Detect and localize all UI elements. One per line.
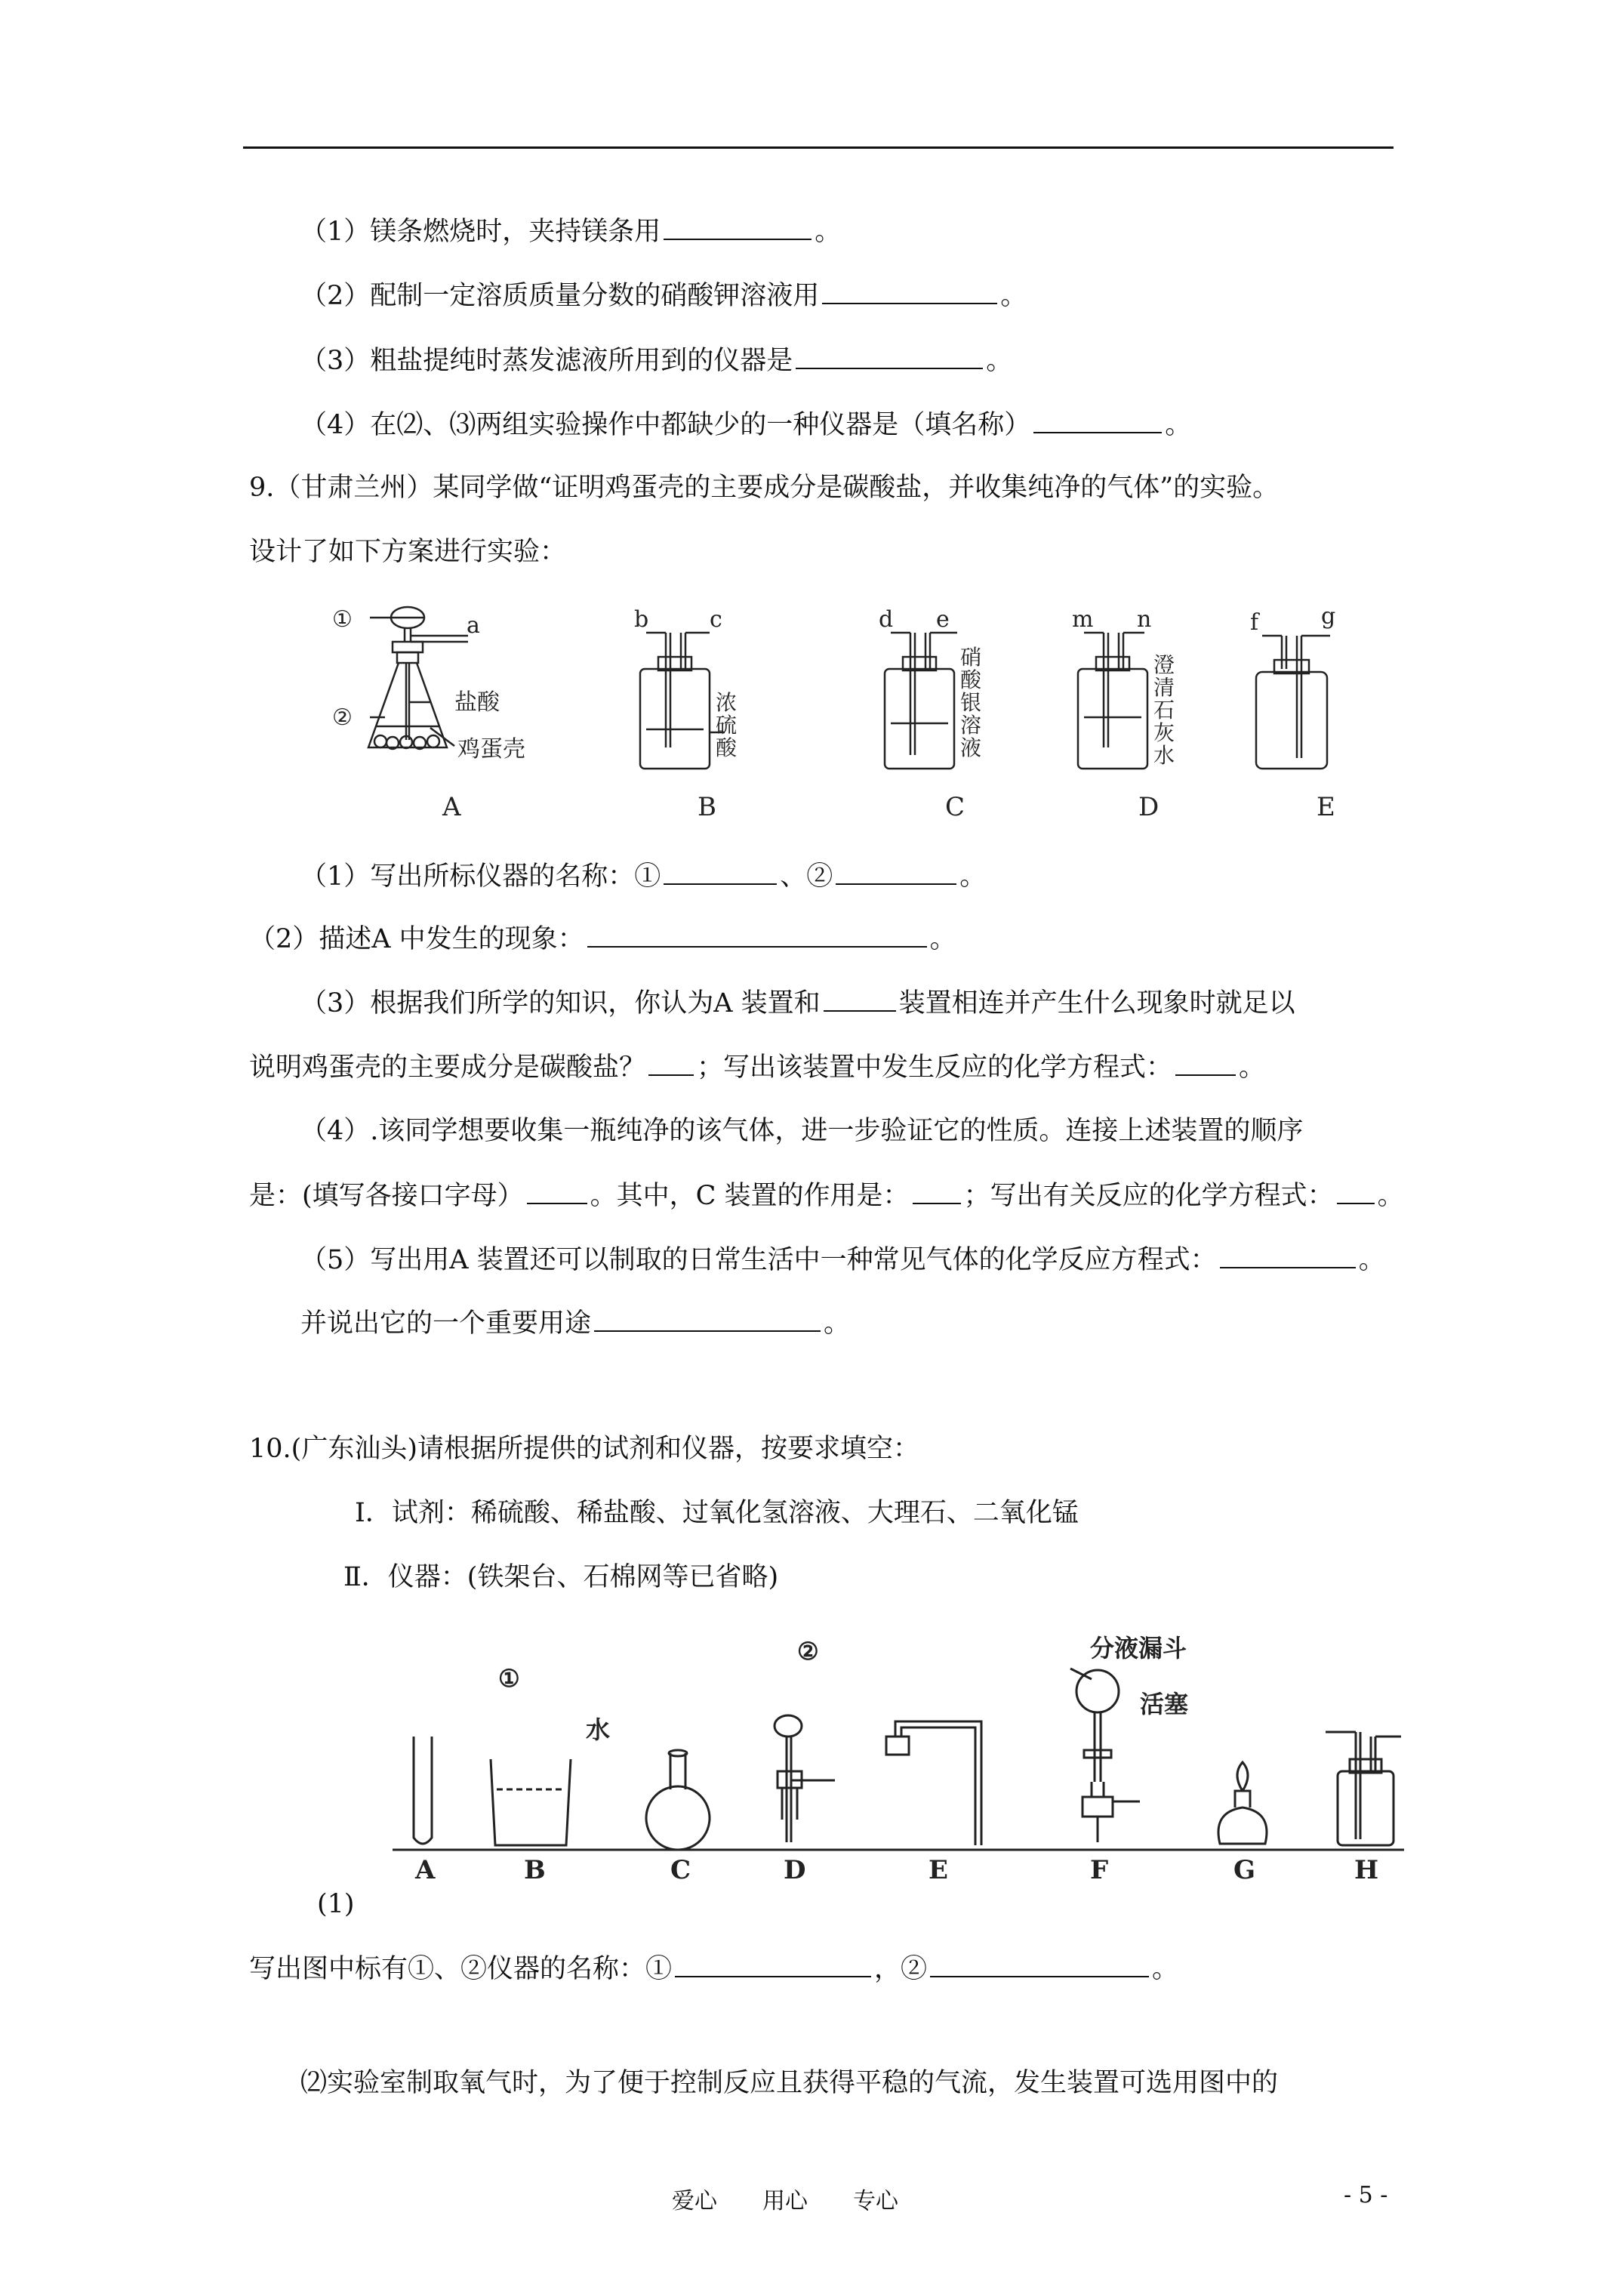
port-e-label: e bbox=[936, 606, 950, 633]
q9-item-2-text: （2）描述A 中发生的现象： bbox=[249, 924, 584, 954]
apparatus-label-b: B bbox=[698, 792, 716, 822]
q10-item-1-text-a: 写出图中标有①、②仪器的名称：① bbox=[249, 1954, 673, 1984]
footer-motto: 爱心 用心 专心 bbox=[672, 2188, 898, 2214]
answer-blank[interactable] bbox=[1175, 1049, 1236, 1076]
q9-item-3-text-b: 装置相连并产生什么现象时就足以 bbox=[898, 988, 1295, 1019]
answer-blank[interactable] bbox=[822, 277, 997, 304]
q9-item-4-line2 bbox=[249, 1177, 1404, 1214]
water-label: 水 bbox=[586, 1715, 611, 1744]
q9-item-3-text-c: 说明鸡蛋壳的主要成分是碳酸盐？ bbox=[249, 1052, 646, 1083]
answer-blank[interactable] bbox=[796, 342, 983, 369]
test-tube bbox=[414, 1737, 432, 1844]
q8-item-2-end: 。 bbox=[1000, 281, 1027, 311]
answer-blank[interactable] bbox=[587, 920, 927, 948]
apparatus-a-flask bbox=[368, 607, 468, 749]
apparatus-label-b: B bbox=[524, 1855, 546, 1880]
alcohol-lamp bbox=[1218, 1762, 1267, 1844]
q9-item-5-text-b: 并说出它的一个重要用途 bbox=[300, 1308, 592, 1339]
marker-1: ① bbox=[332, 606, 353, 633]
q8-item-1-text: （1）镁条燃烧时，夹持镁条用 bbox=[300, 217, 661, 247]
apparatus-label-d: D bbox=[784, 1855, 806, 1880]
q10-item-1 bbox=[249, 1950, 1178, 1987]
q9-item-1-text-b: 、② bbox=[780, 861, 833, 892]
answer-blank[interactable] bbox=[1337, 1177, 1375, 1204]
apparatus-d-bottle bbox=[1078, 633, 1147, 769]
q10-item-1-text-b: ，② bbox=[874, 1954, 928, 1984]
answer-blank[interactable] bbox=[664, 213, 812, 240]
apparatus-label-f: F bbox=[1090, 1855, 1109, 1880]
apparatus-label-d: D bbox=[1138, 792, 1160, 822]
q9-item-4-text-b: 是：(填写各接口字母） bbox=[249, 1181, 524, 1211]
q9-item-1 bbox=[300, 858, 986, 895]
gas-bottle-h bbox=[1326, 1732, 1401, 1845]
reagent-c-label: 硝酸银溶液 bbox=[960, 645, 982, 760]
answer-blank[interactable] bbox=[913, 1177, 961, 1204]
apparatus-label-e: E bbox=[929, 1855, 948, 1880]
stopcock-label: 活塞 bbox=[1140, 1690, 1189, 1718]
q8-item-1 bbox=[300, 213, 841, 250]
q9-intro-1: 9.（甘肃兰州）某同学做“证明鸡蛋壳的主要成分是碳酸盐，并收集纯净的气体”的实验。 bbox=[249, 473, 1280, 503]
apparatus-label-a: A bbox=[442, 792, 461, 822]
round-flask bbox=[646, 1750, 710, 1850]
port-g-label: g bbox=[1321, 603, 1336, 630]
q9-item-2 bbox=[249, 920, 956, 957]
apparatus-label-g: G bbox=[1233, 1855, 1256, 1880]
reagent-d-label: 澄清石灰水 bbox=[1153, 652, 1175, 768]
q9-item-5-end-b: 。 bbox=[824, 1308, 851, 1339]
q8-item-4-text: （4）在⑵、⑶两组实验操作中都缺少的一种仪器是（填名称） bbox=[300, 410, 1031, 440]
q9-item-1-text-a: （1）写出所标仪器的名称：① bbox=[300, 861, 661, 892]
q8-item-3-text: （3）粗盐提纯时蒸发滤液所用到的仪器是 bbox=[300, 346, 793, 376]
marker-2: ② bbox=[332, 704, 353, 731]
q9-item-1-end: 。 bbox=[959, 861, 987, 892]
q9-figure-labels bbox=[442, 792, 1335, 822]
q8-item-2 bbox=[300, 277, 1027, 314]
q9-item-5-end: 。 bbox=[1358, 1245, 1385, 1275]
q8-item-4-end: 。 bbox=[1165, 410, 1192, 440]
q8-item-3-end: 。 bbox=[986, 346, 1013, 376]
q9-item-4-text-c: 。其中，C 装置的作用是： bbox=[590, 1181, 910, 1211]
q8-item-4 bbox=[300, 406, 1191, 443]
beaker bbox=[491, 1759, 571, 1845]
q8-item-1-end: 。 bbox=[815, 217, 842, 247]
answer-blank[interactable] bbox=[930, 1950, 1149, 1977]
q10-instruments: Ⅱ．仪器：(铁架台、石棉网等已省略) bbox=[343, 1562, 779, 1592]
q9-item-5-line2 bbox=[300, 1305, 850, 1342]
answer-blank[interactable] bbox=[648, 1049, 694, 1076]
funnel-label: 分液漏斗 bbox=[1090, 1634, 1187, 1663]
q9-item-4-text-d: ；写出有关反应的化学方程式： bbox=[963, 1181, 1334, 1211]
port-d-label: d bbox=[879, 606, 894, 633]
q8-item-2-text: （2）配制一定溶质质量分数的硝酸钾溶液用 bbox=[300, 281, 820, 311]
answer-blank[interactable] bbox=[1033, 406, 1162, 433]
separatory-funnel-f bbox=[1070, 1669, 1140, 1842]
apparatus-label-c: C bbox=[670, 1855, 691, 1880]
q9-apparatus-figure bbox=[317, 596, 1374, 831]
hcl-label: 盐酸 bbox=[454, 689, 500, 716]
port-f-label: f bbox=[1250, 609, 1259, 636]
port-b-label: b bbox=[634, 606, 649, 633]
marker-1: ① bbox=[498, 1664, 520, 1693]
bent-tube-e bbox=[886, 1721, 981, 1845]
port-c-label: c bbox=[710, 606, 722, 633]
eggshell-label: 鸡蛋壳 bbox=[457, 736, 525, 763]
q9-item-5-line1 bbox=[300, 1241, 1385, 1278]
q10-item-1-end: 。 bbox=[1152, 1954, 1179, 1984]
q10-reagents: Ⅰ．试剂：稀硫酸、稀盐酸、过氧化氢溶液、大理石、二氧化锰 bbox=[355, 1498, 1079, 1528]
apparatus-label-h: H bbox=[1354, 1855, 1379, 1880]
answer-blank[interactable] bbox=[675, 1950, 871, 1977]
answer-blank[interactable] bbox=[824, 985, 896, 1012]
apparatus-c-bottle bbox=[885, 633, 957, 769]
port-n-label: n bbox=[1137, 606, 1152, 633]
port-m-label: m bbox=[1072, 606, 1094, 633]
q10-intro: 10.(广东汕头)请根据所提供的试剂和仪器，按要求填空： bbox=[249, 1434, 919, 1464]
apparatus-label-e: E bbox=[1317, 792, 1335, 822]
apparatus-label-c: C bbox=[945, 792, 965, 822]
q8-item-3 bbox=[300, 342, 1012, 379]
reagent-b-label: 浓硫酸 bbox=[716, 690, 738, 760]
marker-2: ② bbox=[797, 1637, 819, 1666]
answer-blank[interactable] bbox=[1220, 1241, 1356, 1268]
answer-blank[interactable] bbox=[527, 1177, 587, 1204]
answer-blank[interactable] bbox=[836, 858, 956, 885]
q10-apparatus-figure bbox=[385, 1623, 1412, 1880]
funnel-setup-d bbox=[775, 1715, 835, 1842]
apparatus-e-bottle bbox=[1256, 636, 1330, 769]
apparatus-label-a: A bbox=[415, 1855, 436, 1880]
q9-item-4-end: 。 bbox=[1377, 1181, 1404, 1211]
q10-sub1-marker: (1) bbox=[317, 1889, 355, 1919]
q9-item-3-line1 bbox=[300, 985, 1295, 1022]
answer-blank[interactable] bbox=[664, 858, 777, 885]
q9-item-3-text-d: ；写出该装置中发生反应的化学方程式： bbox=[697, 1052, 1173, 1083]
q10-item-2: ⑵实验室制取氧气时，为了便于控制反应且获得平稳的气流，发生装置可选用图中的 bbox=[300, 2068, 1279, 2098]
port-a-label: a bbox=[467, 612, 480, 639]
header-rule bbox=[243, 146, 1394, 149]
q9-intro-2: 设计了如下方案进行实验： bbox=[249, 537, 567, 567]
apparatus-b-bottle bbox=[640, 633, 725, 769]
q9-item-4-line1: （4）.该同学想要收集一瓶纯净的该气体，进一步验证它的性质。连接上述装置的顺序 bbox=[300, 1116, 1304, 1146]
answer-blank[interactable] bbox=[594, 1305, 821, 1332]
q9-item-5-text-a: （5）写出用A 装置还可以制取的日常生活中一种常见气体的化学反应方程式： bbox=[300, 1245, 1217, 1275]
q9-item-3-text-a: （3）根据我们所学的知识，你认为A 装置和 bbox=[300, 988, 821, 1019]
page-number: - 5 - bbox=[1344, 2182, 1388, 2208]
q9-item-3-end: 。 bbox=[1239, 1052, 1266, 1083]
q9-item-3-line2 bbox=[249, 1049, 1265, 1086]
q9-item-2-end: 。 bbox=[929, 924, 956, 954]
